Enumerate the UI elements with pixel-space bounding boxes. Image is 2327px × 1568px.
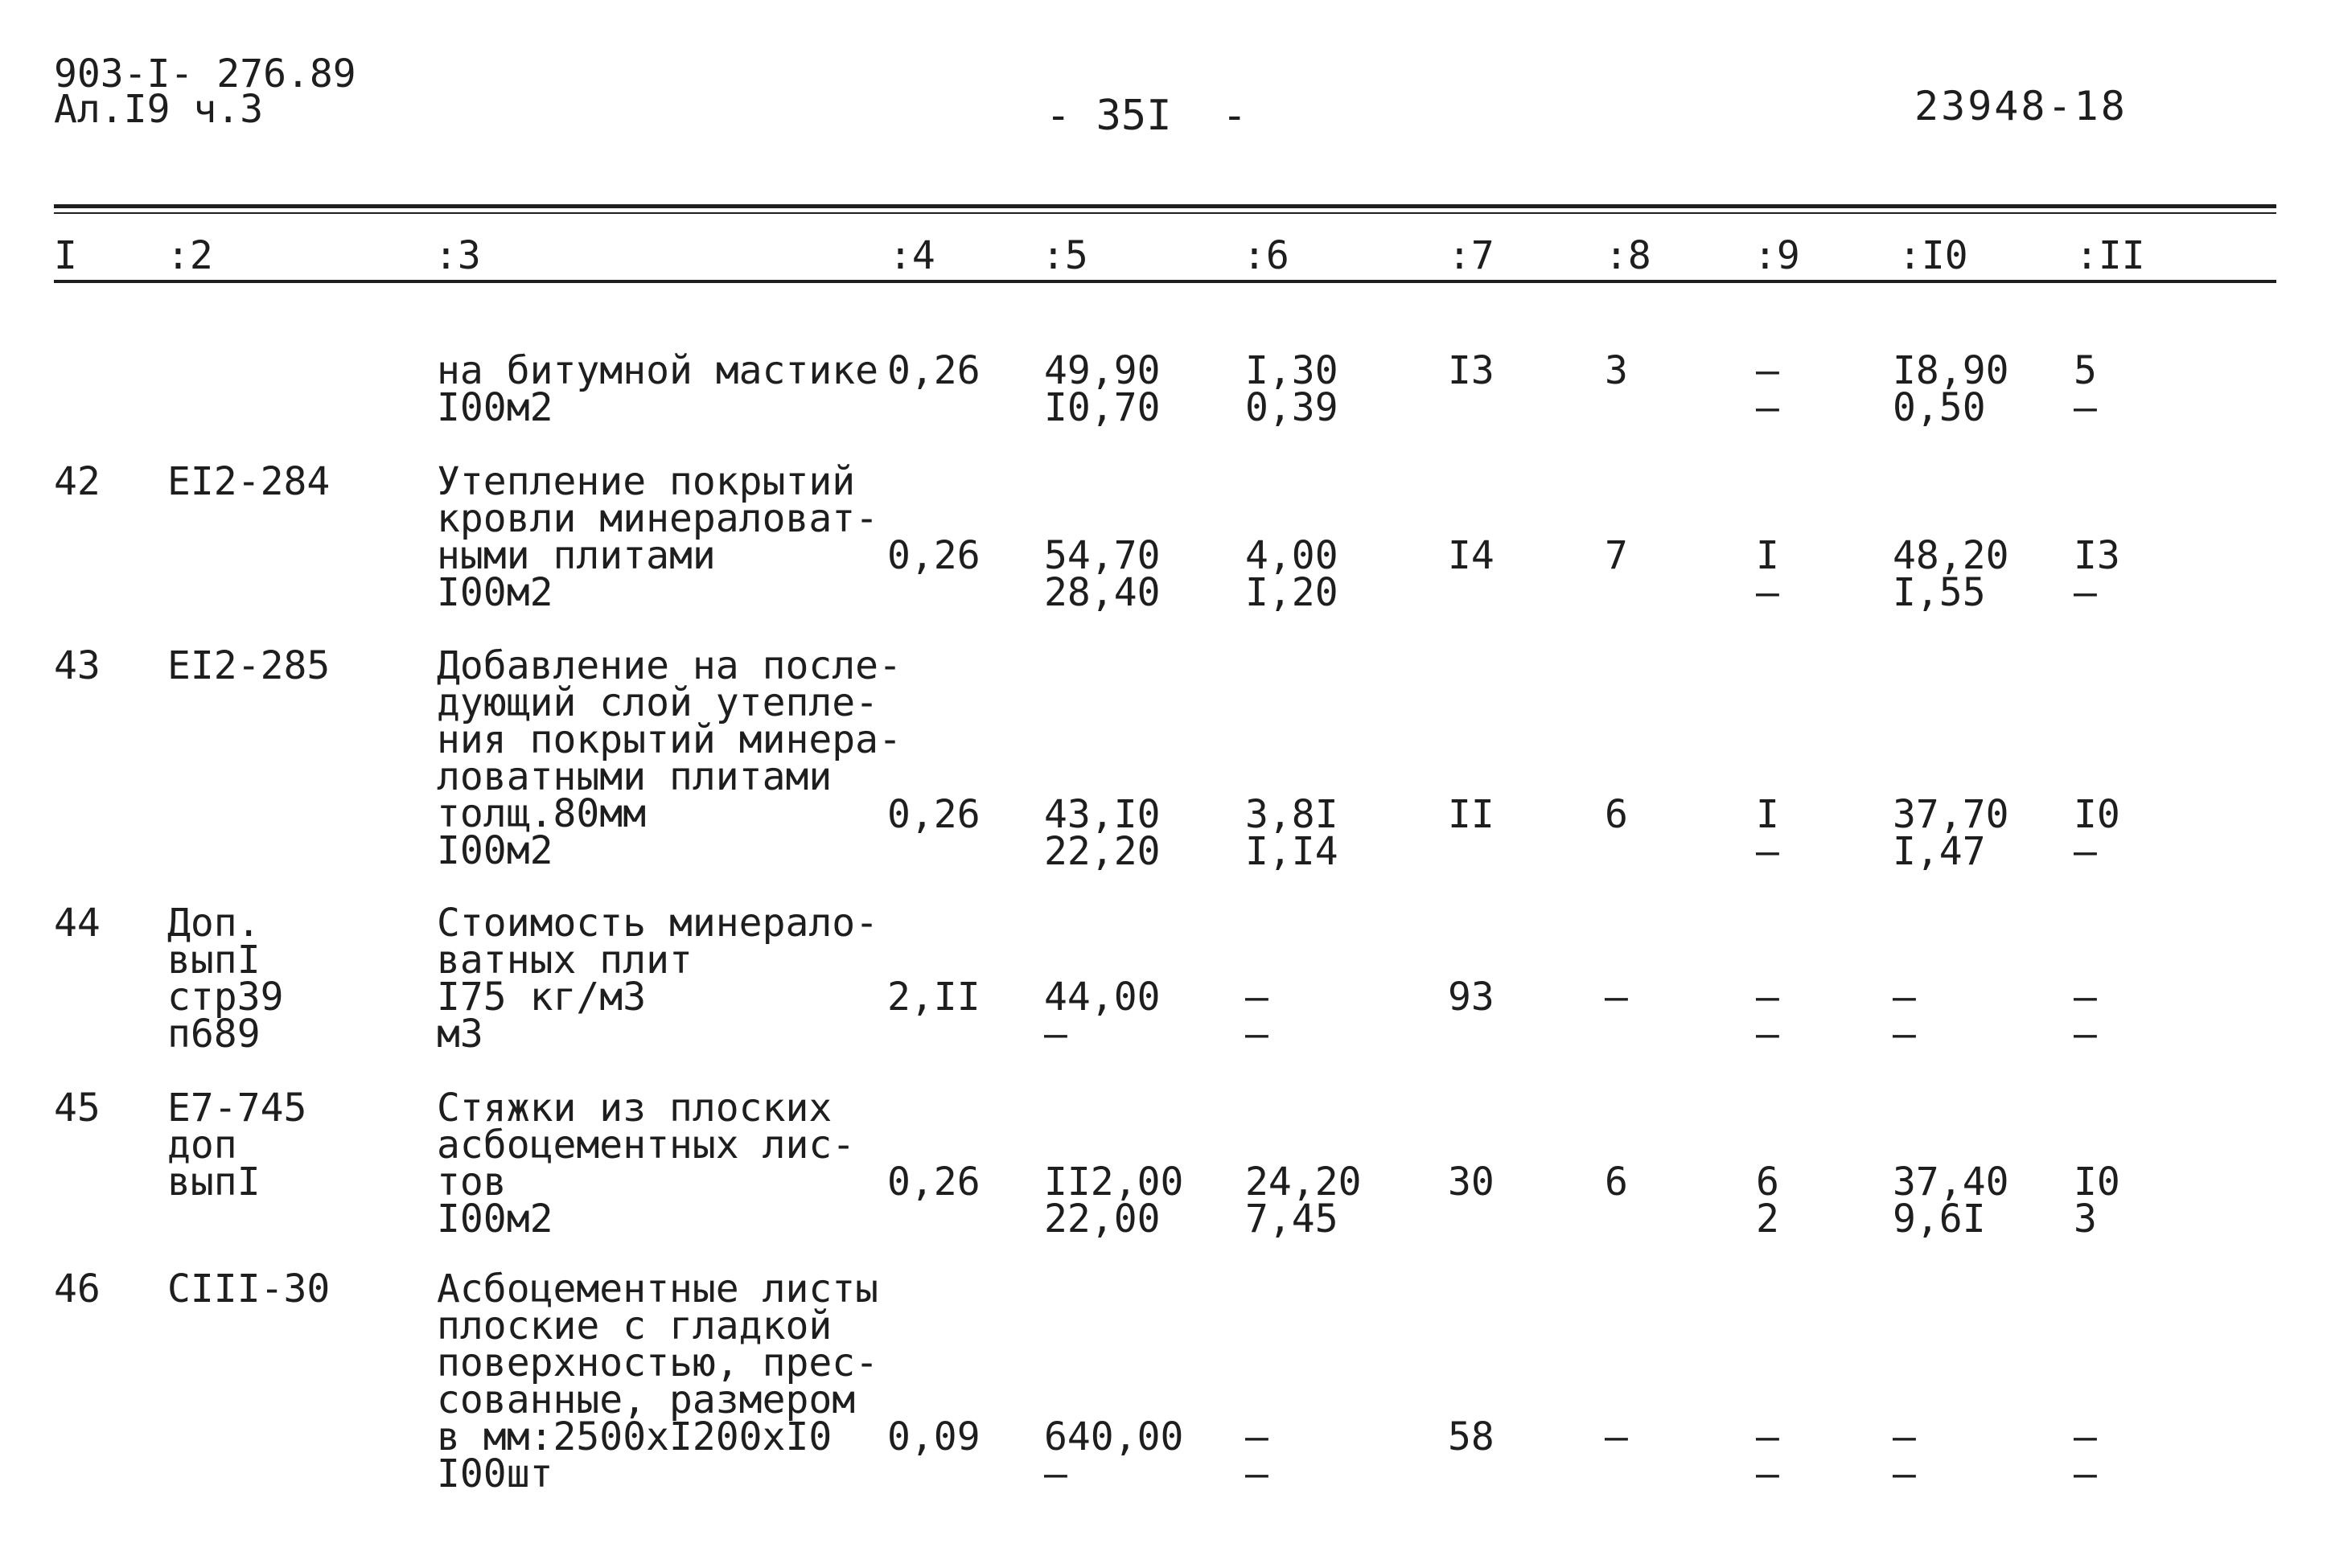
- column-header-11: :II: [2075, 233, 2145, 278]
- row-3-col6: – –: [1245, 975, 1268, 1057]
- row-5-number: 46: [54, 1266, 101, 1311]
- row-3-col10: – –: [1893, 975, 1916, 1057]
- column-header-3: :3: [434, 233, 481, 278]
- table-top-rule-thin: [54, 212, 2276, 214]
- row-5-col4: 0,09: [887, 1414, 981, 1459]
- row-3-code: Доп. выпI стр39 п689: [167, 901, 284, 1057]
- row-1-col5: 54,70 28,40: [1044, 533, 1161, 615]
- column-header-2: :2: [167, 233, 213, 278]
- document-sheet: Ал.I9 ч.3: [54, 87, 264, 132]
- row-3-name: Стоимость минерало- ватных плит I75 кг/м3 м3: [437, 901, 879, 1057]
- row-0-col5: 49,90 I0,70: [1044, 348, 1161, 430]
- document-code: 903-I- 276.89: [54, 51, 356, 96]
- row-5-name: Асбоцементные листы плоские с гладкой поверхностью, прес- сованные, размером в мм:2500хI200хI0 I00шт: [437, 1266, 879, 1496]
- row-2-col6: 3,8I I,I4: [1245, 792, 1338, 874]
- row-4-code: E7-745 доп выпI: [167, 1086, 307, 1205]
- table-top-rule: [54, 204, 2276, 208]
- row-4-number: 45: [54, 1086, 101, 1131]
- row-5-col11: – –: [2074, 1414, 2097, 1496]
- row-4-col7: 30: [1448, 1160, 1494, 1205]
- row-3-number: 44: [54, 901, 101, 946]
- row-2-col10: 37,70 I,47: [1893, 792, 2009, 874]
- row-1-number: 42: [54, 459, 101, 504]
- row-2-col9: I –: [1756, 792, 1779, 874]
- row-1-col4: 0,26: [887, 533, 981, 578]
- row-5-code: CIII-30: [167, 1266, 331, 1311]
- row-2-col11: I0 –: [2074, 792, 2120, 874]
- row-0-col7: I3: [1448, 348, 1494, 393]
- row-2-col8: 6: [1605, 792, 1628, 837]
- row-4-name: Стяжки из плоских асбоцементных лис- тов I00м2: [437, 1086, 856, 1242]
- row-1-name: Утепление покрытий кровли минераловат- ными плитами I00м2: [437, 459, 879, 615]
- column-header-5: :5: [1042, 233, 1088, 278]
- row-5-col10: – –: [1893, 1414, 1916, 1496]
- row-1-col10: 48,20 I,55: [1893, 533, 2009, 615]
- row-4-col11: I0 3: [2074, 1160, 2120, 1242]
- row-1-col8: 7: [1605, 533, 1628, 578]
- row-0-col4: 0,26: [887, 348, 981, 393]
- row-3-col9: – –: [1756, 975, 1779, 1057]
- column-header-8: :8: [1605, 233, 1651, 278]
- row-2-col7: II: [1448, 792, 1494, 837]
- row-1-col9: I –: [1756, 533, 1779, 615]
- row-3-col5: 44,00 –: [1044, 975, 1161, 1057]
- row-4-col4: 0,26: [887, 1160, 981, 1205]
- column-header-4: :4: [889, 233, 935, 278]
- row-3-col4: 2,II: [887, 975, 981, 1020]
- row-3-col8: –: [1605, 975, 1628, 1020]
- row-1-col7: I4: [1448, 533, 1494, 578]
- row-5-col6: – –: [1245, 1414, 1268, 1496]
- row-0-name: на битумной мастике I00м2: [437, 348, 879, 430]
- row-1-col11: I3 –: [2074, 533, 2120, 615]
- row-5-col5: 640,00 –: [1044, 1414, 1184, 1496]
- row-4-col5: II2,00 22,00: [1044, 1160, 1184, 1242]
- row-2-number: 43: [54, 643, 101, 688]
- inventory-number: 23948-18: [1914, 83, 2128, 129]
- row-3-col7: 93: [1448, 975, 1494, 1020]
- row-1-code: EI2-284: [167, 459, 331, 504]
- row-0-col10: I8,90 0,50: [1893, 348, 2009, 430]
- row-0-col11: 5 –: [2074, 348, 2097, 430]
- row-4-col6: 24,20 7,45: [1245, 1160, 1362, 1242]
- column-header-7: :7: [1448, 233, 1494, 278]
- row-0-col6: I,30 0,39: [1245, 348, 1338, 430]
- row-3-col11: – –: [2074, 975, 2097, 1057]
- row-0-col9: – –: [1756, 348, 1779, 430]
- column-header-10: :I0: [1898, 233, 1968, 278]
- row-4-col10: 37,40 9,6I: [1893, 1160, 2009, 1242]
- row-4-col9: 6 2: [1756, 1160, 1779, 1242]
- page-number: - 35I -: [1046, 92, 1248, 140]
- column-header-9: :9: [1753, 233, 1800, 278]
- table-header-rule: [54, 280, 2276, 283]
- row-2-col5: 43,I0 22,20: [1044, 792, 1161, 874]
- row-5-col9: – –: [1756, 1414, 1779, 1496]
- column-header-1: I: [54, 233, 77, 278]
- row-5-col7: 58: [1448, 1414, 1494, 1459]
- row-5-col8: –: [1605, 1414, 1628, 1459]
- row-2-code: EI2-285: [167, 643, 331, 688]
- row-2-col4: 0,26: [887, 792, 981, 837]
- row-0-col8: 3: [1605, 348, 1628, 393]
- column-header-6: :6: [1243, 233, 1289, 278]
- row-4-col8: 6: [1605, 1160, 1628, 1205]
- row-1-col6: 4,00 I,20: [1245, 533, 1338, 615]
- row-2-name: Добавление на после- дующий слой утепле- ния покрытий минера- ловатными плитами толщ.80мм I00м2: [437, 643, 902, 873]
